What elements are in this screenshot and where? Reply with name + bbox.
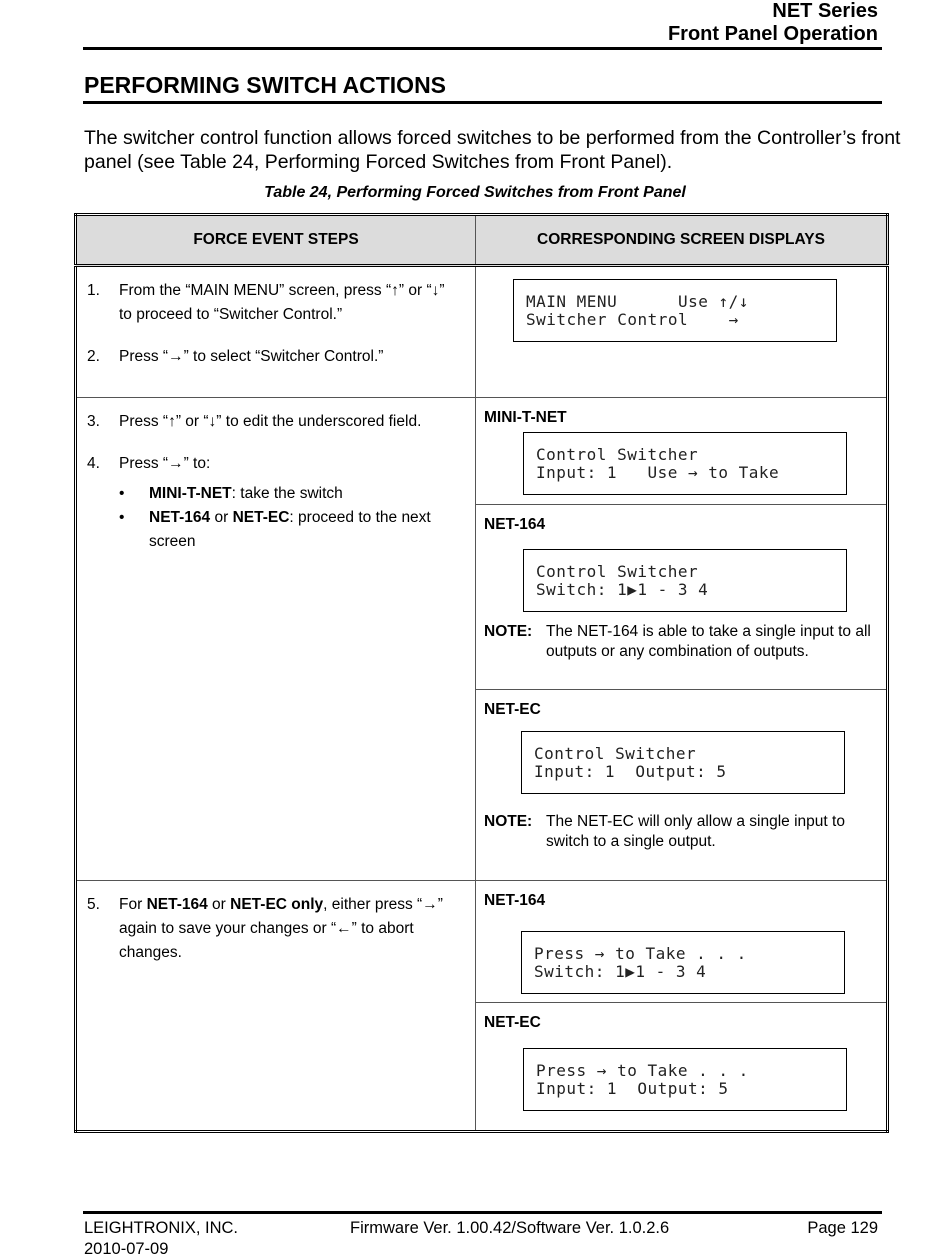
- display-mini-t-net: [476, 398, 886, 505]
- bold-term: NET-EC: [232, 509, 290, 526]
- footer-company: LEIGHTRONIX, INC.: [84, 1219, 239, 1237]
- note-text: The NET-164 is able to take a single input to all outputs or any combination of outputs.: [546, 623, 871, 660]
- header-series: NET Series: [772, 0, 878, 22]
- lcd-line-1: Control Switcher: [536, 562, 699, 581]
- lcd-main-menu: [513, 279, 837, 342]
- section-rule: [83, 101, 882, 104]
- bold-term: MINI-T-NET: [149, 485, 232, 502]
- display-cell-main-menu: [476, 266, 888, 398]
- display-label: MINI-T-NET: [484, 409, 567, 426]
- lcd-line-1: Press → to Take . . .: [536, 1060, 749, 1080]
- steps-cell-3: [76, 880, 476, 1131]
- step-text: Press “→” to:: [119, 455, 211, 472]
- bold-term: NET-EC only: [230, 895, 324, 913]
- lcd-line-2: Input: 1 Output: 5: [534, 762, 727, 781]
- steps-cell-2: [76, 398, 476, 881]
- lcd-line-2: Switch: 1▶1 - 3 4: [536, 580, 709, 599]
- header-subtitle: Front Panel Operation: [667, 23, 878, 45]
- lcd-mini-t-net: [523, 432, 847, 495]
- step-text: From the “MAIN MENU” screen, press “↑” or “↓” to proceed to “Switcher Control.”: [119, 282, 445, 323]
- display-net-164: [476, 505, 886, 690]
- bold-term: NET-164: [149, 509, 211, 526]
- footer-firmware: Firmware Ver. 1.00.42/Software Ver. 1.0.2.6: [350, 1219, 670, 1237]
- header-rule: [83, 47, 882, 50]
- lcd-line-2: Input: 1 Output: 5: [536, 1078, 729, 1098]
- display-cell-group-3: [476, 880, 888, 1131]
- bullet-net-164-ec: • NET-164 or NET-EC: proceed to the next screen: [119, 509, 431, 550]
- bullet-text: or: [210, 509, 233, 526]
- step-number: 3.: [87, 413, 100, 430]
- display-label: NET-164: [484, 516, 546, 533]
- display-net-ec-take: [476, 1003, 886, 1121]
- note-net-164: [484, 622, 878, 662]
- step-number: 1.: [87, 282, 100, 299]
- lcd-line-2: Input: 1 Use → to Take: [536, 463, 780, 482]
- bullet-text: : take the switch: [231, 485, 343, 502]
- step-2: [87, 345, 461, 369]
- step-text: or: [207, 895, 231, 913]
- footer-rule: [83, 1211, 882, 1214]
- lcd-line-1: Control Switcher: [534, 744, 697, 763]
- table-caption: Table 24, Performing Forced Switches from Front Panel: [264, 184, 686, 201]
- display-net-ec: [476, 690, 886, 862]
- footer-date: 2010-07-09: [84, 1240, 169, 1258]
- display-label: NET-164: [484, 891, 546, 909]
- col-header-displays: CORRESPONDING SCREEN DISPLAYS: [476, 215, 888, 266]
- lcd-net-ec-take: [523, 1048, 847, 1111]
- note-label: NOTE:: [484, 813, 533, 830]
- note-label: NOTE:: [484, 623, 533, 640]
- lcd-line-1: Control Switcher: [536, 445, 699, 464]
- lcd-net-164: [523, 549, 847, 612]
- step-text: , either press “→” again to save your changes or “←” to abort changes.: [119, 895, 443, 961]
- lcd-line-1: Press → to Take . . .: [534, 943, 747, 963]
- step-3: [87, 410, 461, 434]
- lcd-line-1: MAIN MENU Use ↑/↓: [526, 292, 749, 311]
- step-number: 2.: [87, 348, 100, 365]
- footer-page-number: Page 129: [807, 1219, 878, 1237]
- col-header-steps: FORCE EVENT STEPS: [76, 215, 476, 266]
- bold-term: NET-164: [146, 895, 208, 913]
- bullet-mini-t-net: • MINI-T-NET: take the switch: [119, 485, 343, 502]
- lcd-line-2: Switcher Control →: [526, 310, 739, 329]
- bullet-text: : proceed to the next screen: [149, 509, 431, 550]
- step-4: [87, 452, 461, 476]
- note-net-ec: [484, 812, 878, 852]
- step-5: [87, 893, 461, 965]
- step-text: For: [119, 895, 147, 913]
- intro-paragraph: The switcher control function allows forced switches to be performed from the Controller’s front panel (see Table 24, Performing Forced Switches from Front Panel).: [84, 127, 901, 173]
- display-label: NET-EC: [484, 701, 541, 718]
- steps-cell-1: [76, 266, 476, 398]
- step-text: Press “↑” or “↓” to edit the underscored field.: [119, 413, 422, 430]
- force-switch-table: [74, 213, 889, 1133]
- section-title: PERFORMING SWITCH ACTIONS: [84, 72, 447, 98]
- display-cell-group-2: [476, 398, 888, 881]
- lcd-line-2: Switch: 1▶1 - 3 4: [534, 961, 707, 981]
- display-label: NET-EC: [484, 1013, 541, 1031]
- display-net-164-take: [476, 881, 886, 1003]
- lcd-net-164-take: [521, 931, 845, 994]
- step-text: Press “→” to select “Switcher Control.”: [119, 348, 384, 365]
- note-text: The NET-EC will only allow a single input to switch to a single output.: [546, 813, 845, 850]
- step-number: 4.: [87, 455, 100, 472]
- step-number: 5.: [87, 895, 100, 913]
- step-1: [87, 279, 461, 327]
- lcd-net-ec: [521, 731, 845, 794]
